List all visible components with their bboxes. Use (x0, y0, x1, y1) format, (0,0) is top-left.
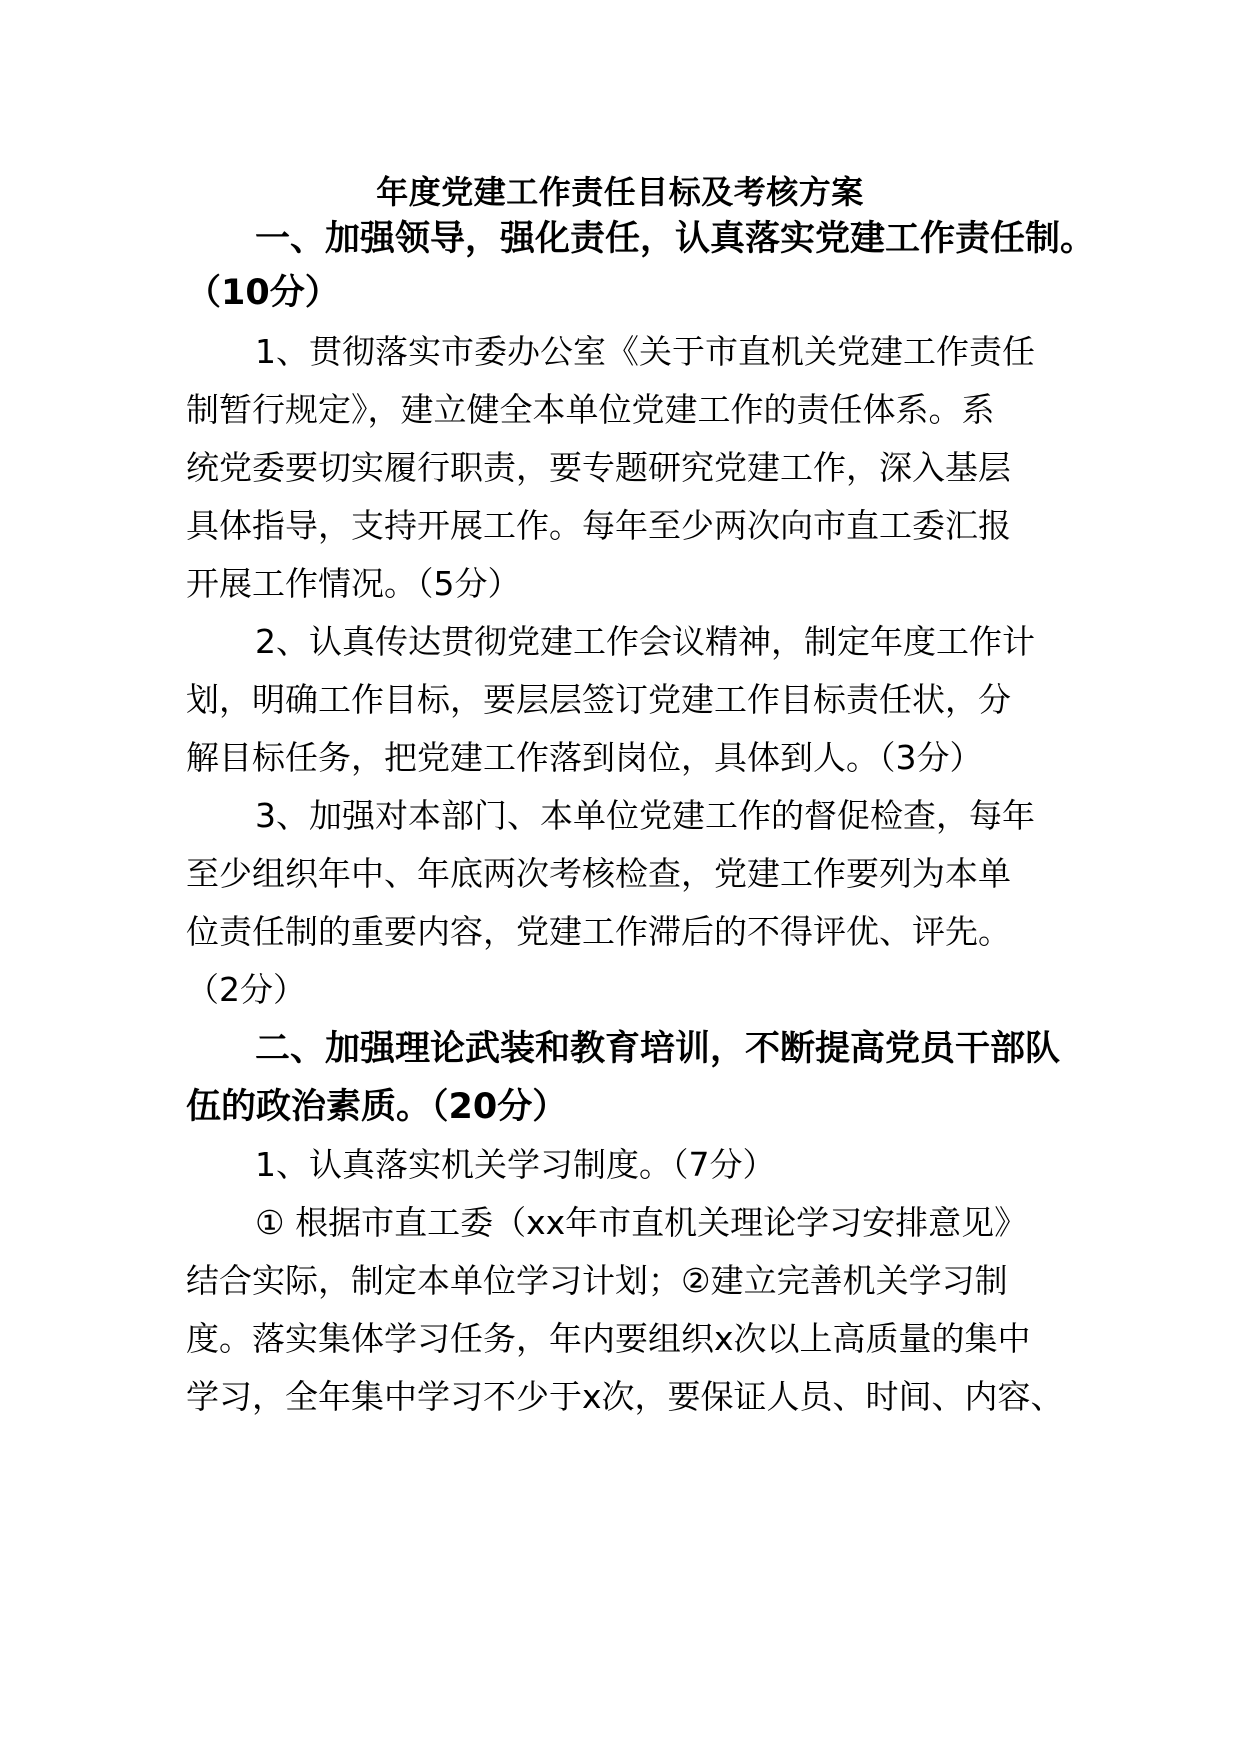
paragraph-line: 3、加强对本部门、本单位党建工作的督促检查，每年 (255, 796, 1035, 835)
section-heading-1-score: （10分） (186, 273, 340, 313)
paragraph-line: 学习，全年集中学习不少于x次，要保证人员、时间、内容、 (186, 1377, 1064, 1416)
paragraph-line: 度。落实集体学习任务，年内要组织x次以上高质量的集中 (186, 1319, 1031, 1358)
paragraph-line: 解目标任务，把党建工作落到岗位，具体到人。（3分） (186, 738, 983, 777)
document-title: 年度党建工作责任目标及考核方案 (376, 173, 864, 211)
section-heading-1: 一、加强领导，强化责任，认真落实党建工作责任制。 (255, 219, 1096, 259)
paragraph-line: 2、认真传达贯彻党建工作会议精神，制定年度工作计 (255, 622, 1035, 661)
paragraph-line: 1、贯彻落实市委办公室《关于市直机关党建工作责任 (255, 332, 1035, 371)
paragraph-line: 统党委要切实履行职责，要专题研究党建工作，深入基层 (186, 448, 1011, 487)
paragraph-line: 至少组织年中、年底两次考核检查，党建工作要列为本单 (186, 854, 1011, 893)
paragraph-line: 划，明确工作目标，要层层签订党建工作目标责任状，分 (186, 680, 1011, 719)
paragraph-line: （2分） (186, 970, 306, 1009)
paragraph-line: 位责任制的重要内容，党建工作滞后的不得评优、评先。 (186, 912, 1011, 951)
paragraph-line: 开展工作情况。（5分） (186, 564, 521, 603)
paragraph-line: 1、认真落实机关学习制度。（7分） (255, 1145, 776, 1184)
section-heading-2-continued: 伍的政治素质。（20分） (186, 1087, 568, 1127)
paragraph-line: ① 根据市直工委（xx年市直机关理论学习安排意见》 (255, 1203, 1028, 1242)
paragraph-line: 结合实际，制定本单位学习计划；②建立完善机关学习制 (186, 1261, 1008, 1300)
paragraph-line: 制暂行规定》，建立健全本单位党建工作的责任体系。系 (186, 390, 995, 429)
section-heading-2: 二、加强理论武装和教育培训，不断提高党员干部队 (255, 1029, 1061, 1069)
paragraph-line: 具体指导，支持开展工作。每年至少两次向市直工委汇报 (186, 506, 1011, 545)
